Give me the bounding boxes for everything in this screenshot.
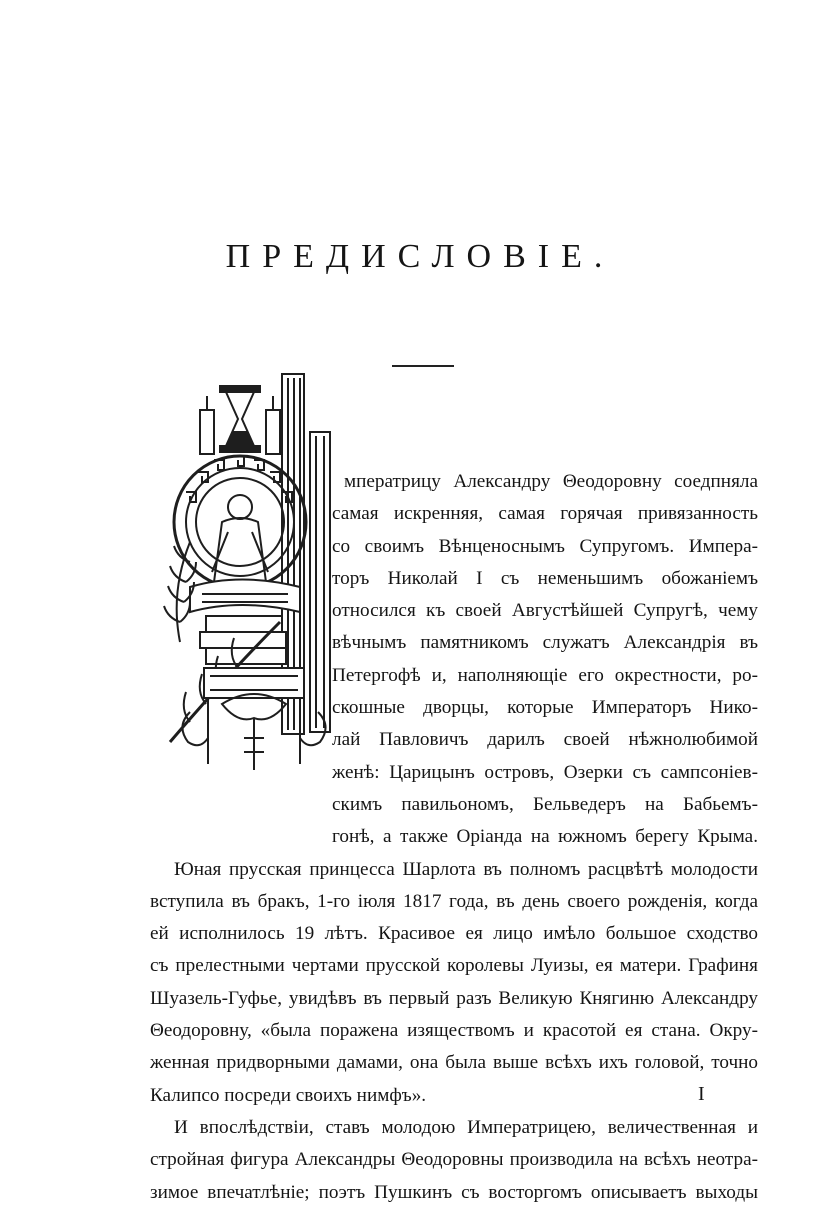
text-line: съ прелестными чертами прусской королевы Луизы, ея матери. Графиня xyxy=(150,955,758,977)
text-line: Шуазель-Гуфье, увидѣвъ въ первый разъ Великую Княгиню Александру xyxy=(150,987,758,1009)
preface-text xyxy=(150,466,758,1209)
text-line: Калипсо посреди своихъ нимфъ». xyxy=(150,1084,427,1106)
text-line: со своимъ Вѣнценоснымъ Супругомъ. Импера- xyxy=(332,535,758,557)
text-line: вѣчнымъ памятникомъ служатъ Александрія въ xyxy=(332,632,758,654)
page-number: I xyxy=(698,1083,705,1105)
text-line: женная придворными дамами, она была выше всѣхъ ихъ головой, точно xyxy=(150,1052,758,1074)
text-line: стройная фигура Александры Θеодоровны производила на всѣхъ неотра- xyxy=(150,1149,758,1171)
text-line: скимъ павильономъ, Бельведеръ на Бабьемъ- xyxy=(332,793,758,815)
text-line: мператрицу Александру Θеодоровну соедпняла xyxy=(344,471,758,492)
text-line: И впослѣдствіи, ставъ молодою Императрицею, величественная и xyxy=(174,1116,758,1138)
text-line: Юная прусская принцесса Шарлота въ полномъ расцвѣтѣ молодости xyxy=(174,858,758,880)
text-line: торъ Николай I съ неменьшимъ обожаніемъ xyxy=(332,567,758,589)
text-line: лай Павловичъ дарилъ своей нѣжнолюбимой xyxy=(332,729,758,751)
text-line: скошные дворцы, которые Императоръ Нико- xyxy=(332,697,758,719)
text-line: гонѣ, а также Оріанда на южномъ берегу Крыма. xyxy=(332,826,758,848)
text-line: зимое впечатлѣніе; поэтъ Пушкинъ съ восторгомъ описываетъ выходы xyxy=(150,1181,758,1203)
text-line: Петергофѣ и, наполняющіе его окрестности, ро- xyxy=(332,664,758,686)
title-divider xyxy=(392,365,454,367)
text-line: относился къ своей Августѣйшей Супругѣ, чему xyxy=(332,600,758,622)
text-line: вступила въ бракъ, 1-го іюля 1817 года, въ день своего рожденія, когда xyxy=(150,890,758,912)
page-title: ПРЕДИСЛОВІЕ. xyxy=(225,238,615,275)
text-line: женѣ: Царицынъ островъ, Озерки съ сампсоніев- xyxy=(332,761,758,783)
text-line: Θеодоровну, «была поражена изяществомъ и красотой ея стана. Окру- xyxy=(150,1020,758,1042)
text-line: самая искренняя, самая горячая привязанность xyxy=(332,503,758,525)
text-line: ей исполнилось 19 лѣтъ. Красивое ея лицо имѣло большое сходство xyxy=(150,923,758,945)
